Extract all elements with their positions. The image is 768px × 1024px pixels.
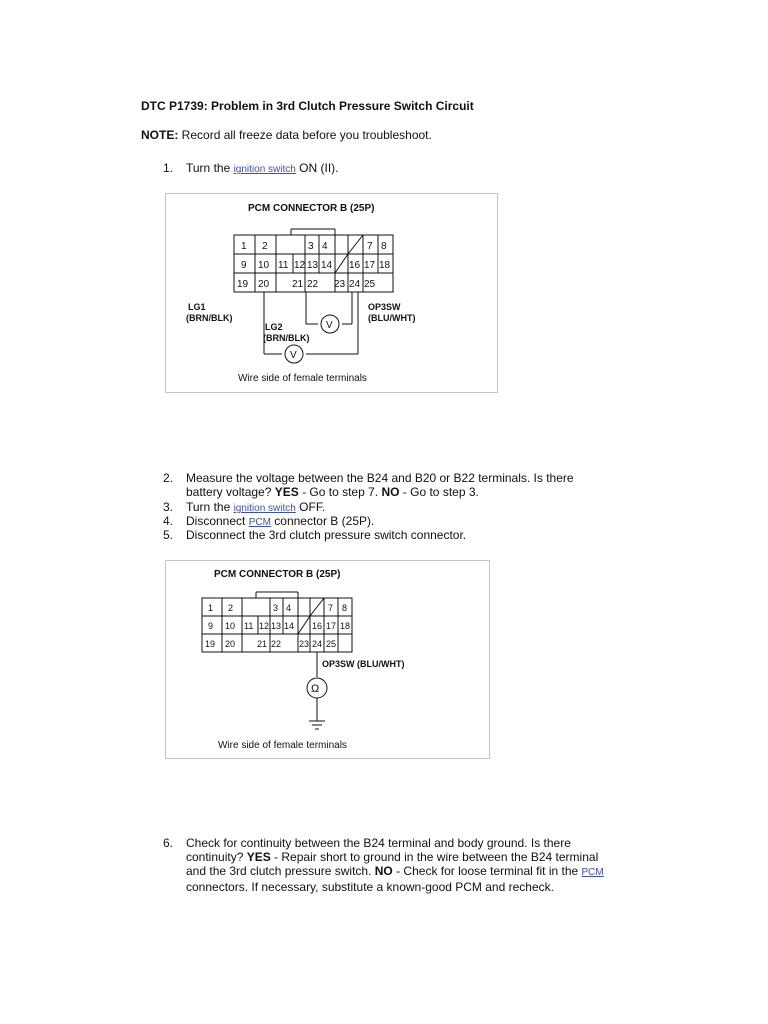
terminal-label: 10 bbox=[258, 260, 270, 271]
step-text-line: and the 3rd clutch pressure switch. bbox=[186, 864, 375, 878]
step-number: 5. bbox=[163, 528, 174, 542]
terminal-label: 22 bbox=[307, 279, 319, 290]
wiring-diagram-2 bbox=[166, 561, 489, 758]
lg1-wire-color: (BRN/BLK) bbox=[186, 313, 233, 323]
terminal-label: 19 bbox=[237, 279, 249, 290]
step-text-line: - Check for loose terminal fit in the bbox=[392, 864, 582, 878]
voltmeter-icon: V bbox=[290, 350, 297, 361]
op3sw-label: OP3SW bbox=[368, 302, 401, 312]
terminal-label: 12 bbox=[294, 260, 306, 271]
connector-title: PCM CONNECTOR B (25P) bbox=[248, 203, 375, 214]
terminal-label: 7 bbox=[328, 603, 334, 613]
terminal-label: 4 bbox=[322, 241, 328, 252]
voltmeter-icon: V bbox=[326, 320, 333, 331]
terminal-label: 23 bbox=[334, 279, 346, 290]
terminal-label: 18 bbox=[379, 260, 391, 271]
terminal-label: 24 bbox=[312, 639, 323, 649]
step-text: connector B (25P). bbox=[270, 514, 375, 528]
step-number: 2. bbox=[163, 471, 174, 485]
terminal-label: 16 bbox=[349, 260, 361, 271]
step-text-line: - Go to step 7. bbox=[298, 485, 382, 499]
terminal-label: 9 bbox=[208, 621, 214, 631]
no-label: NO bbox=[381, 485, 400, 499]
terminal-label: 24 bbox=[349, 279, 361, 290]
ignition-switch-link[interactable]: ignition switch bbox=[233, 503, 296, 514]
figure-caption: Wire side of female terminals bbox=[238, 373, 367, 384]
lg1-label: LG1 bbox=[188, 302, 206, 312]
step-number: 3. bbox=[163, 500, 174, 514]
terminal-label: 17 bbox=[364, 260, 376, 271]
terminal-label: 3 bbox=[308, 241, 314, 252]
step-text: Disconnect bbox=[186, 514, 249, 528]
terminal-label: 20 bbox=[225, 639, 236, 649]
step-text-line: battery voltage? bbox=[186, 485, 275, 499]
wiring-diagram-1 bbox=[166, 194, 497, 392]
terminal-label: 2 bbox=[228, 603, 234, 613]
step-text bbox=[186, 471, 636, 499]
terminal-label: 4 bbox=[286, 603, 292, 613]
lg2-wire-color: (BRN/BLK) bbox=[263, 333, 310, 343]
step-number: 4. bbox=[163, 514, 174, 528]
terminal-label: 23 bbox=[299, 639, 310, 649]
op3sw-wire-color: (BLU/WHT) bbox=[368, 313, 416, 323]
terminal-label: 14 bbox=[284, 621, 295, 631]
step-text-line: Check for continuity between the B24 terminal and body ground. Is there bbox=[186, 836, 571, 850]
terminal-label: 7 bbox=[367, 241, 373, 252]
ohmmeter-icon: Ω bbox=[311, 683, 320, 695]
note bbox=[141, 128, 432, 142]
terminal-label: 21 bbox=[292, 279, 304, 290]
figure-caption: Wire side of female terminals bbox=[218, 740, 347, 751]
step-text: ON (II). bbox=[295, 161, 339, 175]
note-text: Record all freeze data before you troubleshoot. bbox=[178, 128, 432, 142]
connector-title: PCM CONNECTOR B (25P) bbox=[214, 569, 341, 580]
terminal-label: 9 bbox=[241, 260, 247, 271]
step-text: Turn the bbox=[186, 161, 234, 175]
step-text-line: Measure the voltage between the B24 and B20 or B22 terminals. Is there bbox=[186, 471, 574, 485]
terminal-label: 17 bbox=[326, 621, 337, 631]
pcm-connector-diagram-voltage bbox=[165, 193, 498, 393]
terminal-label: 11 bbox=[244, 621, 254, 631]
pcm-connector-diagram-continuity bbox=[165, 560, 490, 759]
step-text-line: - Repair short to ground in the wire between the B24 terminal bbox=[270, 850, 599, 864]
step-text: Turn the bbox=[186, 500, 234, 514]
terminal-label: 20 bbox=[258, 279, 270, 290]
terminal-label: 25 bbox=[326, 639, 337, 649]
step-number: 1. bbox=[163, 161, 174, 175]
terminal-label: 13 bbox=[307, 260, 319, 271]
terminal-label: 18 bbox=[340, 621, 351, 631]
pcm-link[interactable]: PCM bbox=[581, 867, 604, 878]
lg2-label: LG2 bbox=[265, 322, 283, 332]
yes-label: YES bbox=[274, 485, 299, 499]
step-text-line: connectors. If necessary, substitute a known-good PCM and recheck. bbox=[186, 880, 554, 894]
step-text bbox=[186, 836, 636, 894]
terminal-label: 13 bbox=[271, 621, 282, 631]
op3sw-label: OP3SW (BLU/WHT) bbox=[322, 659, 405, 669]
step-text-line: continuity? bbox=[186, 850, 247, 864]
terminal-label: 1 bbox=[208, 603, 214, 613]
terminal-label: 25 bbox=[364, 279, 376, 290]
no-label: NO bbox=[374, 864, 393, 878]
note-label: NOTE: bbox=[141, 128, 179, 142]
terminal-label: 8 bbox=[381, 241, 387, 252]
step-text: OFF. bbox=[295, 500, 326, 514]
yes-label: YES bbox=[246, 850, 271, 864]
terminal-label: 19 bbox=[205, 639, 216, 649]
terminal-label: 12 bbox=[259, 621, 270, 631]
terminal-label: 21 bbox=[257, 639, 268, 649]
ignition-switch-link[interactable]: ignition switch bbox=[233, 164, 296, 175]
terminal-label: 11 bbox=[278, 260, 289, 271]
terminal-label: 14 bbox=[321, 260, 333, 271]
terminal-label: 8 bbox=[342, 603, 348, 613]
terminal-label: 1 bbox=[241, 241, 247, 252]
pcm-link[interactable]: PCM bbox=[248, 517, 271, 528]
page-title: DTC P1739: Problem in 3rd Clutch Pressure Switch Circuit bbox=[141, 99, 474, 113]
step-text: Disconnect the 3rd clutch pressure switch connector. bbox=[186, 528, 467, 542]
step-number: 6. bbox=[163, 836, 174, 850]
terminal-label: 2 bbox=[262, 241, 268, 252]
step-text-line: - Go to step 3. bbox=[399, 485, 479, 499]
terminal-label: 10 bbox=[225, 621, 236, 631]
terminal-label: 3 bbox=[273, 603, 279, 613]
terminal-label: 22 bbox=[271, 639, 282, 649]
terminal-label: 16 bbox=[312, 621, 323, 631]
